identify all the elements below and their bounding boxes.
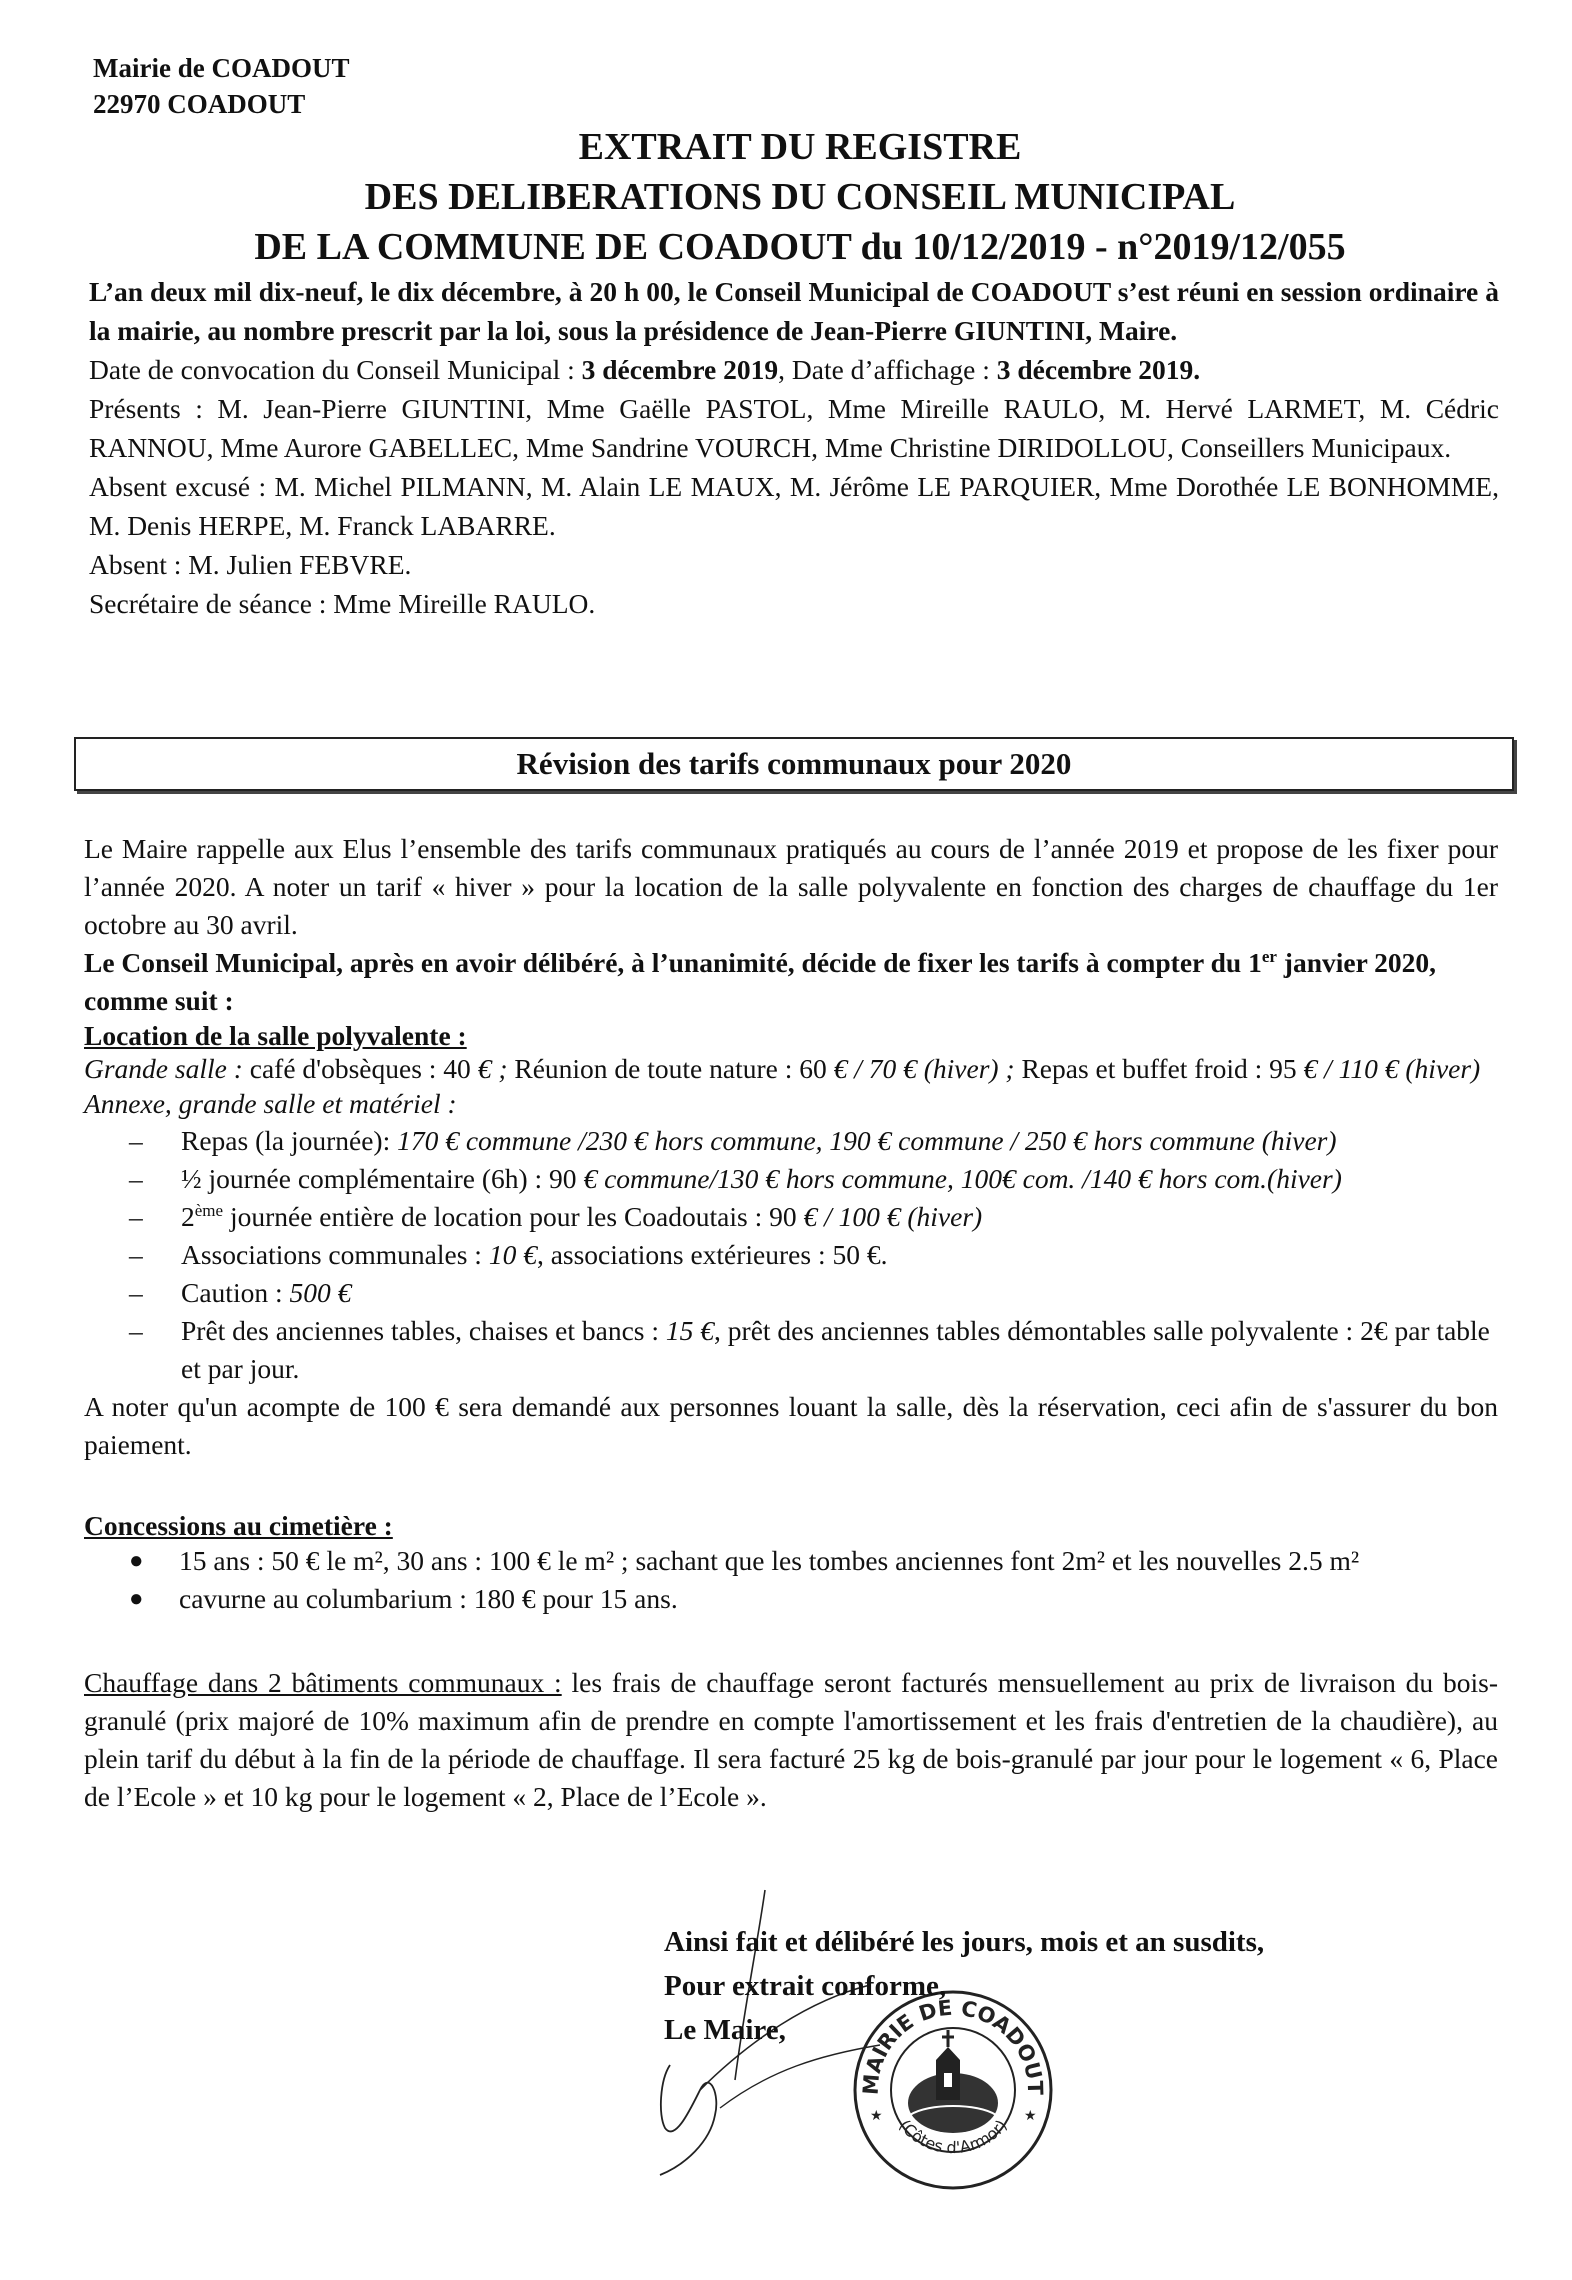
session-statement: L’an deux mil dix-neuf, le dix décembre, à 20 h 00, le Conseil Municipal de COADOUT s’est réuni en session ordinaire à la mairie, au nombre prescrit par la loi, sous la présidence de Jean-Pierre GIUNTINI, Maire. [89, 276, 1499, 346]
repas-label: Repas (la journée): [181, 1125, 398, 1156]
absent-excuse-list: Absent excusé : M. Michel PILMANN, M. Alain LE MAUX, M. Jérôme LE PARQUIER, Mme Dorothée LE BONHOMME, M. Denis HERPE, M. Franck LABARRE. [89, 471, 1499, 541]
acompte-paragraph: A noter qu'un acompte de 100 € sera demandé aux personnes louant la salle, dès la réservation, ceci afin de s'assurer du bon paiement. [84, 1391, 1498, 1460]
annexe-label: Annexe, grande salle et matériel : [84, 1088, 457, 1119]
secretaire-line: Secrétaire de séance : Mme Mireille RAULO. [89, 588, 596, 619]
signature-line-3: Le Maire, [664, 2014, 786, 2046]
stamp-star-left: ★ [870, 2109, 883, 2124]
rappel-paragraph: Le Maire rappelle aux Elus l’ensemble des tarifs communaux pratiqués au cours de l’année 2019 et propose de les fixer pour l’année 2020. A noter un tarif « hiver » pour la location de la salle polyvalente en fonction des charges de chauffage du 1er octobre au 30 avril. [84, 833, 1498, 940]
grande-salle-text-d: Repas et buffet froid : 95 [1014, 1053, 1304, 1084]
caution-label: Caution : [181, 1277, 290, 1308]
caution-tarif: 500 € [289, 1277, 352, 1308]
letterhead [93, 50, 349, 122]
section-title-box [74, 737, 1514, 791]
convocation-date: 3 décembre 2019 [581, 354, 779, 385]
deliberation-body [84, 830, 1498, 1816]
title-line-3: DE LA COMMUNE DE COADOUT du 10/12/2019 - n°2019/12/055 [254, 226, 1346, 268]
list-item [129, 1312, 1498, 1388]
concessions-heading: Concessions au cimetière : [84, 1510, 393, 1541]
signature-line-1: Ainsi fait et délibéré les jours, mois et an susdits, [664, 1926, 1265, 1958]
affichage-date: 3 décembre 2019. [996, 354, 1201, 385]
grande-salle-label: Grande salle : [84, 1053, 243, 1084]
associations-label: Associations communales : [181, 1239, 489, 1270]
decision-text-a: Le Conseil Municipal, après en avoir délibéré, à l’unanimité, décide de fixer les tarifs à compter du 1 [84, 947, 1262, 978]
section-title: Révision des tarifs communaux pour 2020 [516, 746, 1072, 781]
deuxieme-journee-tarifs: € / 100 € (hiver) [803, 1201, 983, 1232]
letterhead-address: 22970 COADOUT [93, 89, 306, 119]
grande-salle-text-e: € / 110 € (hiver) [1303, 1053, 1481, 1084]
decision-paragraph [84, 944, 1498, 1020]
list-item [129, 1198, 1498, 1236]
location-heading: Location de la salle polyvalente : [84, 1020, 467, 1051]
chauffage-paragraph [84, 1664, 1498, 1816]
list-item: ● 15 ans : 50 € le m², 30 ans : 100 € le m² ; sachant que les tombes anciennes font 2m² et les nouvelles 2.5 m² [129, 1542, 1498, 1580]
repas-tarifs: 170 € commune /230 € hors commune, 190 € commune / 250 € hors commune (hiver) [397, 1125, 1337, 1156]
presents-list: Présents : M. Jean-Pierre GIUNTINI, Mme Gaëlle PASTOL, Mme Mireille RAULO, M. Hervé LARMET, M. Cédric RANNOU, Mme Aurore GABELLEC, Mme Sandrine VOURCH, Mme Christine DIRIDOLLOU, Conseillers Municipaux. [89, 393, 1499, 463]
stamp-star-right: ★ [1024, 2109, 1037, 2124]
affichage-label: , Date d’affichage : [778, 354, 997, 385]
concessions-list [84, 1542, 1498, 1618]
annexe-tarifs-list [84, 1122, 1498, 1388]
grande-salle-text-b: Réunion de toute nature : 60 [507, 1053, 834, 1084]
demi-journee-label: ½ journée complémentaire (6h) : 90 [181, 1163, 584, 1194]
associations-communales-tarif: 10 € [488, 1239, 537, 1270]
signature-line-2: Pour extrait conforme, [664, 1970, 947, 2002]
letterhead-mairie: Mairie de COADOUT [93, 53, 350, 83]
convocation-label: Date de convocation du Conseil Municipal : [89, 354, 582, 385]
absent-list: Absent : M. Julien FEBVRE. [89, 549, 412, 580]
list-item [129, 1236, 1498, 1274]
list-item: ● cavurne au columbarium : 180 € pour 15 ans. [129, 1580, 1498, 1618]
pret-tarif: 15 € [665, 1315, 715, 1346]
stamp-bottom-text: (Côtes d'Armor) [895, 2116, 1011, 2158]
pret-suite: , prêt des anciennes tables démontables salle polyvalente : 2€ par table et par jour. [181, 1315, 1490, 1384]
pret-label: Prêt des anciennes tables, chaises et bancs : [181, 1315, 666, 1346]
chauffage-heading: Chauffage dans 2 bâtiments communaux : [84, 1667, 562, 1698]
decision-text-b: janvier 2020, comme suit : [84, 947, 1437, 1016]
grande-salle-text-c: € / 70 € (hiver) ; [833, 1053, 1015, 1084]
signature-block [664, 1920, 1264, 2052]
deuxieme-journee-num: 2 [181, 1201, 195, 1232]
grande-salle-line [84, 1052, 1498, 1086]
grande-salle-text-a: café d'obsèques : 40 [242, 1053, 478, 1084]
deuxieme-journee-label: journée entière de location pour les Coadoutais : 90 [223, 1201, 804, 1232]
grande-salle-euro: € ; [477, 1053, 508, 1084]
demi-journee-tarifs: € commune/130 € hors commune, 100€ com. /140 € hors com.(hiver) [583, 1163, 1342, 1194]
convocation-line [89, 350, 1499, 389]
decision-sup: er [1261, 946, 1277, 966]
list-item [129, 1122, 1498, 1160]
chauffage-text: les frais de chauffage seront facturés mensuellement au prix de livraison du bois-granulé (prix majoré de 10% maximum afin de prendre en compte l'amortissement et les frais d'entretien de la chaudière), au plein tarif du début à la fin de la période de chauffage. Il sera facturé 25 kg de bois-granulé par jour pour le logement « 6, Place de l’Ecole » et 10 kg pour le logement « 2, Place de l’Ecole ». [84, 1667, 1498, 1812]
spacer [84, 1464, 1498, 1510]
title-line-2: DES DELIBERATIONS DU CONSEIL MUNICIPAL [364, 176, 1236, 218]
document-title [60, 122, 1540, 272]
deuxieme-journee-sup: ème [194, 1200, 224, 1220]
title-line-1: EXTRAIT DU REGISTRE [578, 126, 1022, 168]
intro-section [89, 272, 1499, 623]
associations-exterieures: , associations extérieures : 50 €. [536, 1239, 888, 1270]
spacer [84, 1618, 1498, 1664]
stamp-top-text: MAIRIE DE COADOUT [858, 1995, 1048, 2096]
list-item [129, 1274, 1498, 1312]
list-item [129, 1160, 1498, 1198]
